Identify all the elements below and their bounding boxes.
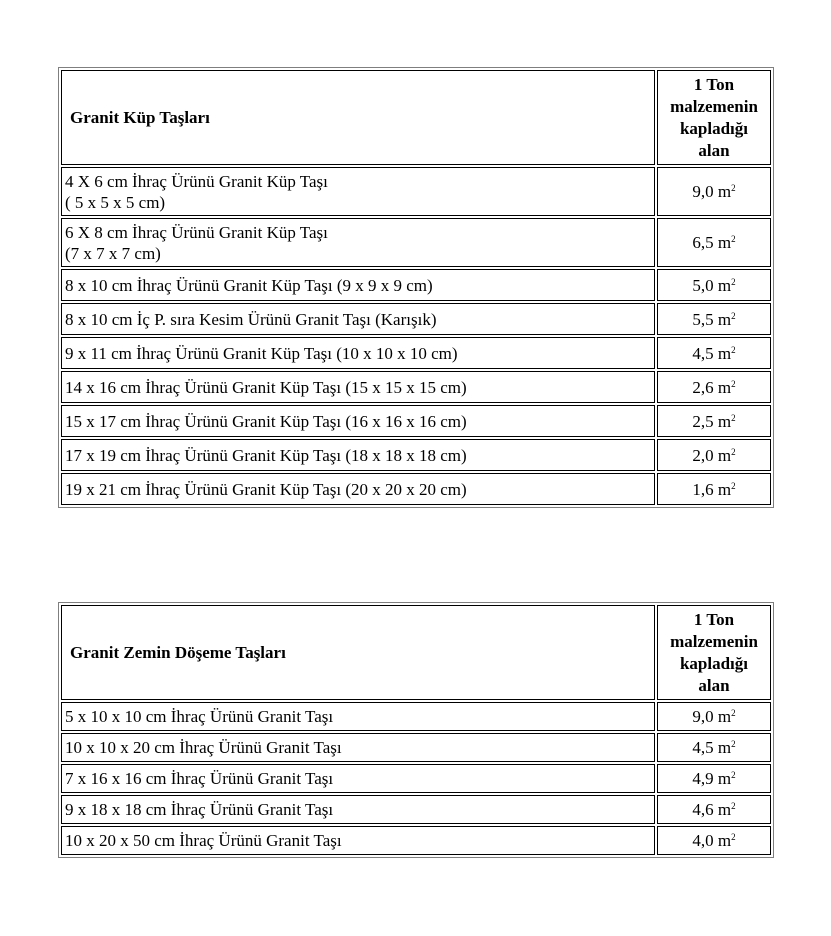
product-description-line: 6 X 8 cm İhraç Ürünü Granit Küp Taşı: [65, 222, 328, 242]
product-description-cell: 15 x 17 cm İhraç Ürünü Granit Küp Taşı (16 x 16 x 16 cm): [61, 405, 655, 437]
table-row: [61, 473, 771, 505]
header-value-line: malzemenin: [670, 96, 758, 116]
product-description-line: (7 x 7 x 7 cm): [65, 243, 161, 263]
coverage-area-value: 4,6 m: [692, 800, 732, 819]
table-row: [61, 218, 771, 267]
product-description-cell: [61, 218, 655, 267]
coverage-area-cell: [657, 702, 771, 731]
coverage-area-value: 5,0 m: [692, 275, 732, 295]
table-header-row: [61, 70, 771, 165]
product-description-cell: 5 x 10 x 10 cm İhraç Ürünü Granit Taşı: [61, 702, 655, 731]
product-description-cell: 19 x 21 cm İhraç Ürünü Granit Küp Taşı (20 x 20 x 20 cm): [61, 473, 655, 505]
coverage-area-cell: [657, 337, 771, 369]
coverage-area-value: 2,5 m: [692, 411, 732, 431]
unit-superscript: 2: [731, 234, 736, 244]
coverage-area-cell: [657, 269, 771, 301]
coverage-area-cell: [657, 473, 771, 505]
coverage-area-cell: [657, 167, 771, 216]
unit-superscript: 2: [731, 276, 736, 287]
table-row: [61, 371, 771, 403]
header-value-line: 1 Ton: [693, 609, 735, 629]
header-value-line: kapladığı: [679, 118, 749, 138]
product-description-cell: 14 x 16 cm İhraç Ürünü Granit Küp Taşı (15 x 15 x 15 cm): [61, 371, 655, 403]
unit-superscript: 2: [731, 183, 736, 193]
unit-superscript: 2: [731, 770, 736, 780]
coverage-area-value: 4,9 m: [692, 769, 732, 788]
table-row: [61, 826, 771, 855]
unit-superscript: 2: [731, 832, 736, 842]
product-description-cell: 17 x 19 cm İhraç Ürünü Granit Küp Taşı (18 x 18 x 18 cm): [61, 439, 655, 471]
product-description-cell: 7 x 16 x 16 cm İhraç Ürünü Granit Taşı: [61, 764, 655, 793]
table-row: [61, 405, 771, 437]
table-row: [61, 337, 771, 369]
coverage-area-value: 2,6 m: [692, 377, 732, 397]
product-description-line: ( 5 x 5 x 5 cm): [65, 192, 166, 212]
unit-superscript: 2: [731, 708, 736, 718]
table-row: [61, 167, 771, 216]
coverage-area-value: 9,0 m: [692, 707, 732, 726]
coverage-area-value: 1,6 m: [692, 479, 732, 499]
unit-superscript: 2: [731, 310, 736, 321]
table-header-label: Granit Zemin Döşeme Taşları: [61, 605, 655, 700]
table-row: [61, 439, 771, 471]
table-header-row: [61, 605, 771, 700]
coverage-area-value: 5,5 m: [692, 309, 732, 329]
unit-superscript: 2: [731, 801, 736, 811]
coverage-area-cell: [657, 795, 771, 824]
unit-superscript: 2: [731, 480, 736, 491]
coverage-area-cell: [657, 764, 771, 793]
coverage-area-cell: [657, 733, 771, 762]
table-row: [61, 733, 771, 762]
table-row: [61, 702, 771, 731]
header-value-line: malzemenin: [670, 631, 758, 651]
product-description-cell: [61, 167, 655, 216]
coverage-area-value: 4,5 m: [692, 738, 732, 757]
table-header-label: Granit Küp Taşları: [61, 70, 655, 165]
table-row: [61, 764, 771, 793]
product-description-cell: 10 x 10 x 20 cm İhraç Ürünü Granit Taşı: [61, 733, 655, 762]
unit-superscript: 2: [731, 446, 736, 457]
table-header-value: [657, 605, 771, 700]
coverage-area-cell: [657, 439, 771, 471]
product-description-cell: 9 x 18 x 18 cm İhraç Ürünü Granit Taşı: [61, 795, 655, 824]
coverage-area-value: 4,5 m: [692, 343, 732, 363]
unit-superscript: 2: [731, 739, 736, 749]
header-value-line: kapladığı: [679, 653, 749, 673]
coverage-area-value: 2,0 m: [692, 445, 732, 465]
product-description-cell: 8 x 10 cm İç P. sıra Kesim Ürünü Granit Taşı (Karışık): [61, 303, 655, 335]
product-description-cell: 10 x 20 x 50 cm İhraç Ürünü Granit Taşı: [61, 826, 655, 855]
header-value-line: 1 Ton: [693, 74, 735, 94]
header-value-line: alan: [698, 140, 730, 160]
table-row: [61, 303, 771, 335]
coverage-area-cell: [657, 218, 771, 267]
table-header-value: [657, 70, 771, 165]
coverage-area-cell: [657, 826, 771, 855]
table-row: [61, 795, 771, 824]
coverage-area-cell: [657, 405, 771, 437]
coverage-area-value: 4,0 m: [692, 831, 732, 850]
unit-superscript: 2: [731, 378, 736, 389]
unit-superscript: 2: [731, 412, 736, 423]
product-description-line: 4 X 6 cm İhraç Ürünü Granit Küp Taşı: [65, 171, 328, 191]
coverage-area-cell: [657, 371, 771, 403]
table-row: [61, 269, 771, 301]
unit-superscript: 2: [731, 344, 736, 355]
coverage-area-cell: [657, 303, 771, 335]
product-description-cell: 9 x 11 cm İhraç Ürünü Granit Küp Taşı (10 x 10 x 10 cm): [61, 337, 655, 369]
product-description-cell: 8 x 10 cm İhraç Ürünü Granit Küp Taşı (9 x 9 x 9 cm): [61, 269, 655, 301]
coverage-area-value: 6,5 m: [692, 233, 732, 252]
header-value-line: alan: [698, 675, 730, 695]
granite-cube-stones-table: [58, 67, 774, 508]
granite-floor-paving-stones-table: [58, 602, 774, 858]
coverage-area-value: 9,0 m: [692, 182, 732, 201]
